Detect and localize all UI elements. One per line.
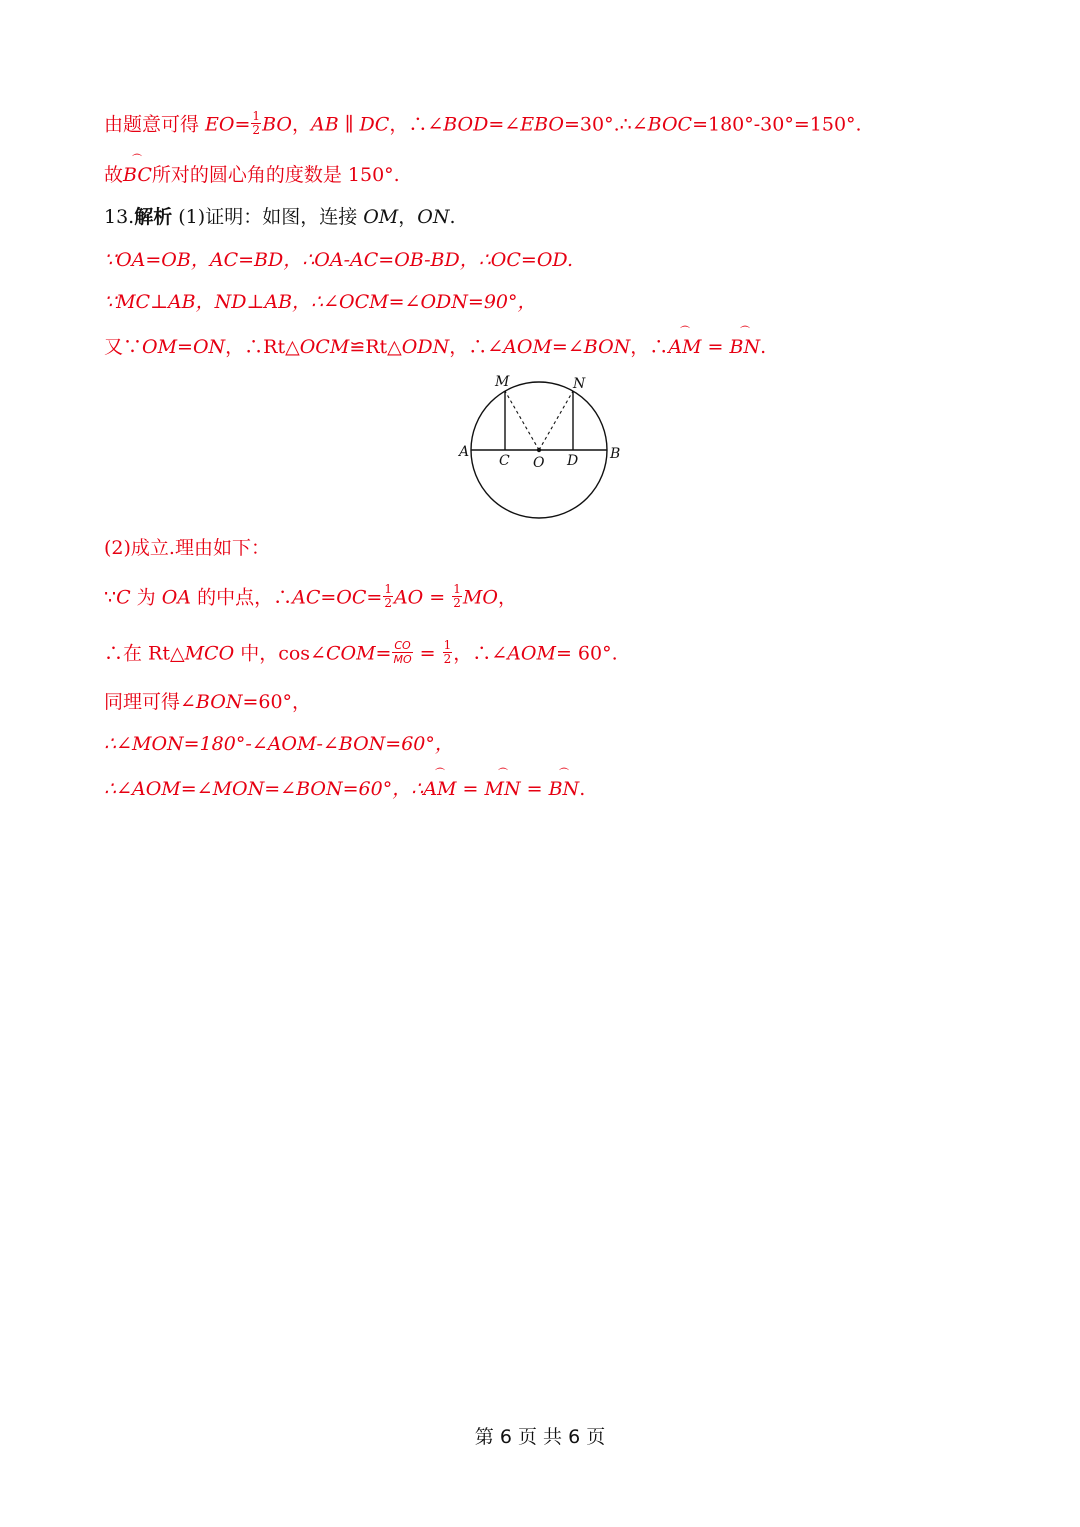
- math: C: [116, 586, 131, 609]
- text: =30°.∴∠: [563, 113, 648, 136]
- text: ，: [291, 113, 311, 136]
- fraction-half: [452, 583, 462, 610]
- text: ，∴∠: [449, 336, 504, 358]
- text: .: [449, 206, 456, 228]
- arc-am: ⌒ AM: [423, 777, 456, 801]
- math: BOD: [443, 113, 489, 136]
- fraction-half: [443, 639, 453, 666]
- math: BON: [195, 691, 243, 713]
- math: BOC: [647, 113, 693, 136]
- text: ，∴: [630, 336, 669, 358]
- numerator: 1: [252, 109, 261, 123]
- numerator: CO: [394, 639, 411, 652]
- text: 故: [104, 164, 124, 186]
- text: =: [456, 778, 485, 800]
- label-n: N: [573, 376, 586, 392]
- label-m: M: [495, 374, 510, 390]
- text: (1)证明：如图，连接: [172, 206, 364, 228]
- line-1: [104, 109, 862, 139]
- fraction-co-mo: [392, 639, 412, 666]
- math: AC=OC=: [292, 586, 383, 609]
- line-7: [104, 536, 270, 560]
- section-heading: 解析: [134, 206, 173, 228]
- math: OA: [161, 586, 192, 609]
- math: OCM: [299, 336, 350, 358]
- math: COM: [325, 642, 376, 665]
- segment-on: [539, 391, 573, 450]
- text: 第: [474, 1426, 500, 1448]
- line-10: [104, 690, 311, 714]
- text: =∠: [551, 336, 584, 358]
- line-12: [104, 777, 585, 801]
- math: DC: [359, 113, 390, 136]
- circle-diagram: [455, 370, 625, 525]
- math: MCO: [184, 642, 235, 665]
- line-5: [104, 290, 537, 314]
- math: ∵MC⊥AB，ND⊥AB，∴∠OCM=∠ODN=90°，: [104, 291, 537, 313]
- math: AOM: [507, 642, 556, 665]
- denominator: 2: [384, 596, 392, 610]
- text: .: [760, 336, 767, 358]
- math: EO: [205, 113, 235, 136]
- text: ，: [497, 586, 517, 609]
- denominator: 2: [453, 596, 461, 610]
- math: ODN: [401, 336, 450, 358]
- label-c: C: [499, 453, 510, 469]
- line-4: [104, 248, 573, 272]
- text: 中，cos∠: [234, 642, 326, 665]
- segment-om: [505, 391, 539, 450]
- denominator: MO: [393, 653, 412, 666]
- label-o: O: [533, 455, 545, 471]
- label-b: B: [610, 446, 621, 462]
- line-6: [104, 335, 766, 359]
- denominator: 2: [252, 123, 261, 137]
- text: ，∴Rt△: [225, 336, 300, 358]
- math: OM=ON: [142, 336, 226, 358]
- arc-am: ⌒ AM: [668, 335, 701, 359]
- page-footer: [0, 1422, 1080, 1449]
- math: ON: [417, 206, 450, 228]
- math: ∴∠MON=180°-∠AOM-∠BON=60°，: [104, 733, 454, 755]
- arc-bn: ⌒ BN: [730, 335, 761, 359]
- center-point: [537, 448, 541, 452]
- text: =: [520, 778, 549, 800]
- text: ∥: [338, 113, 360, 136]
- line-8: [104, 582, 517, 612]
- text: =: [375, 642, 392, 665]
- text: 页: [580, 1426, 606, 1448]
- math: AO: [393, 586, 424, 609]
- label-d: D: [567, 453, 579, 469]
- text: 页 共: [511, 1426, 569, 1448]
- text: ，: [398, 206, 418, 228]
- page-total: 6: [568, 1426, 581, 1448]
- text: =: [423, 586, 452, 609]
- line-9: [104, 638, 618, 668]
- denominator: 2: [443, 652, 452, 666]
- text: (2)成立.理由如下：: [104, 537, 270, 559]
- line-3: [104, 205, 456, 229]
- math: ∵OA=OB，AC=BD，∴OA-AC=OB-BD，∴OC=OD.: [104, 249, 574, 271]
- text: 为: [130, 586, 162, 609]
- math: AOM: [503, 336, 552, 358]
- text: =: [234, 113, 251, 136]
- text: ，∴∠: [453, 642, 508, 665]
- text: .: [579, 778, 586, 800]
- math: BON: [583, 336, 631, 358]
- arc-mn: ⌒ MN: [485, 777, 521, 801]
- text: ，∴∠: [389, 113, 444, 136]
- text: 由题意可得: [104, 113, 206, 136]
- label-a: A: [459, 444, 470, 460]
- text: 同理可得∠: [104, 691, 196, 713]
- fraction-half: [251, 110, 261, 137]
- numerator: 1: [453, 582, 461, 596]
- text: 所对的圆心角的度数是 150°.: [151, 164, 400, 186]
- text: =∠: [488, 113, 521, 136]
- numerator: 1: [384, 582, 392, 596]
- math: AB: [310, 113, 339, 136]
- text: 的中点，∴: [191, 586, 293, 609]
- line-2: [104, 163, 400, 187]
- text: =60°，: [242, 691, 312, 713]
- math: MO: [462, 586, 498, 609]
- text: =180°-30°=150°.: [692, 113, 862, 136]
- text: =: [701, 336, 730, 358]
- math: BO: [262, 113, 292, 136]
- text: ∵: [104, 586, 117, 609]
- text: =: [413, 642, 442, 665]
- line-11: [104, 732, 454, 756]
- page-number: 6: [499, 1426, 512, 1448]
- math: ∴∠AOM=∠MON=∠BON=60°，∴: [104, 778, 424, 800]
- arc-bn: ⌒ BN: [549, 777, 580, 801]
- question-number: 13.: [104, 206, 135, 228]
- numerator: 1: [443, 638, 452, 652]
- text: 又∵: [104, 336, 143, 358]
- math: OM: [363, 206, 399, 228]
- fraction-half: [383, 583, 393, 610]
- math: EBO: [520, 113, 564, 136]
- arc-bc: ⌒ BC: [123, 163, 152, 187]
- text: = 60°.: [555, 642, 618, 665]
- text: ∴在 Rt△: [104, 642, 185, 665]
- text: ≌Rt△: [349, 336, 402, 358]
